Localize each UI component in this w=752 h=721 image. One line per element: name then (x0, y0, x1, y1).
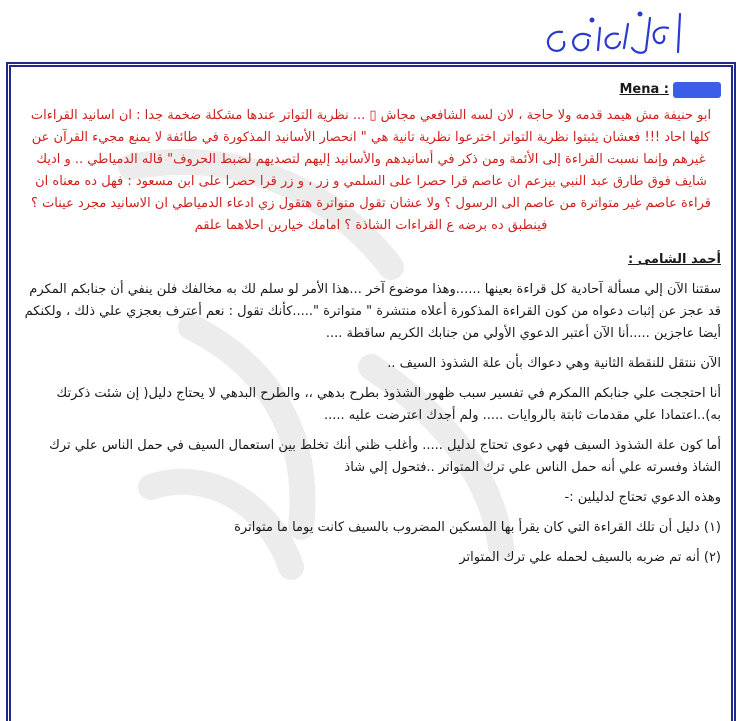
ahmed-paragraph: الآن ننتقل للنقطة الثانية وهي دعواك بأن علة الشذوذ السيف .. (387, 356, 721, 371)
discussion-content (11, 67, 731, 569)
mena-post-text: ابو حنيفة مش هيمد قدمه ولا حاجة ، لان لسه الشافعي مجاش ▯ ... نظرية التواتر عندها مشكلة ضخمة جدا : ان اسانيد القراءات كلها احاد !!! فعشان يثبتوا نظرية التواتر اخترعوا نظرية تانية هي " انحصار الأسانيد المذكورة في طائفة لا يمنع مجيء القرآن عن غيرهم وإنما نسبت القراءة إلى الأئمة ومن ذكر في أسانيدهم والأسانيد إليهم لتصديهم لضبط الحروف" قاله الدمياطي .. و اديك شايف فوق طارق عبد النبي بيزعم ان عاصم قرا حصرا على السلمي و زر ، و زر قرا حصرا على ابن مسعود : فهل ده معناه ان قراءة عاصم غير متواترة من عاصم الى الرسول ؟ ولا عشان تقول متواترة هتقول زي ادعاء الدمياطي ان الاسانيد مجرد عينات ؟ فينطبق ده برضه ع القراءات الشاذة ؟ امامك خيارين احلاهما علقم (30, 108, 712, 233)
ahmed-paragraph: سقتنا الآن إلي مسألة آحادية كل قراءة بعينها ......وهذا موضوع آخر ...هذا الأمر لو سلم لك به مخالفك فلن ينفي أن جنابكم المكرم قد عجز عن إثبات دعواه من كون القراءة المذكورة أعلاه منتشرة " متواترة ".....كأنك تقول : نعم أعترف بعجزي علي ذلك ، ولكنكم أيضا عاجزين .....أنا الآن أعتبر الدعوي الأولي من جنابك الكريم ساقطة .... (24, 282, 721, 341)
redacted-name-badge (673, 82, 721, 98)
speaker-mena-label: : Mena (619, 82, 669, 97)
ahmed-paragraph: وهذه الدعوي تحتاج لدليلين :- (564, 490, 721, 505)
ahmed-paragraph: أما كون علة الشذوذ السيف فهي دعوى تحتاج لدليل ..... وأغلب ظني أنك تخلط بين استعمال السيف في حمل الناس علي ترك الشاذ وفسرته علي أنه حمل الناس علي ترك المتواتر ..فتحول إلي شاذ (49, 438, 721, 475)
ahmed-paragraph: أنا احتججت علي جنابكم االمكرم في تفسير سبب ظهور الشذوذ بطرح بدهي ،، والطرح البدهي لا يحتاج دليل( إن شئت ذكرتك به)..اعتمادا علي مقدمات ثابتة بالروايات ..... ولم أجدك اعترضت عليه ..... (56, 386, 721, 423)
ahmed-paragraph: (٢) أنه تم ضربه بالسيف لحمله علي ترك المتواتر (459, 550, 721, 565)
speaker-ahmed-label: أحمد الشامى : (628, 252, 721, 267)
document-frame (6, 62, 736, 721)
handwritten-title (532, 8, 692, 60)
speaker-mena (21, 79, 721, 101)
ahmed-paragraph: (١) دليل أن تلك القراءة التي كان يقرأ بها المسكين المضروب بالسيف كانت يوما ما متواترة (234, 520, 721, 535)
